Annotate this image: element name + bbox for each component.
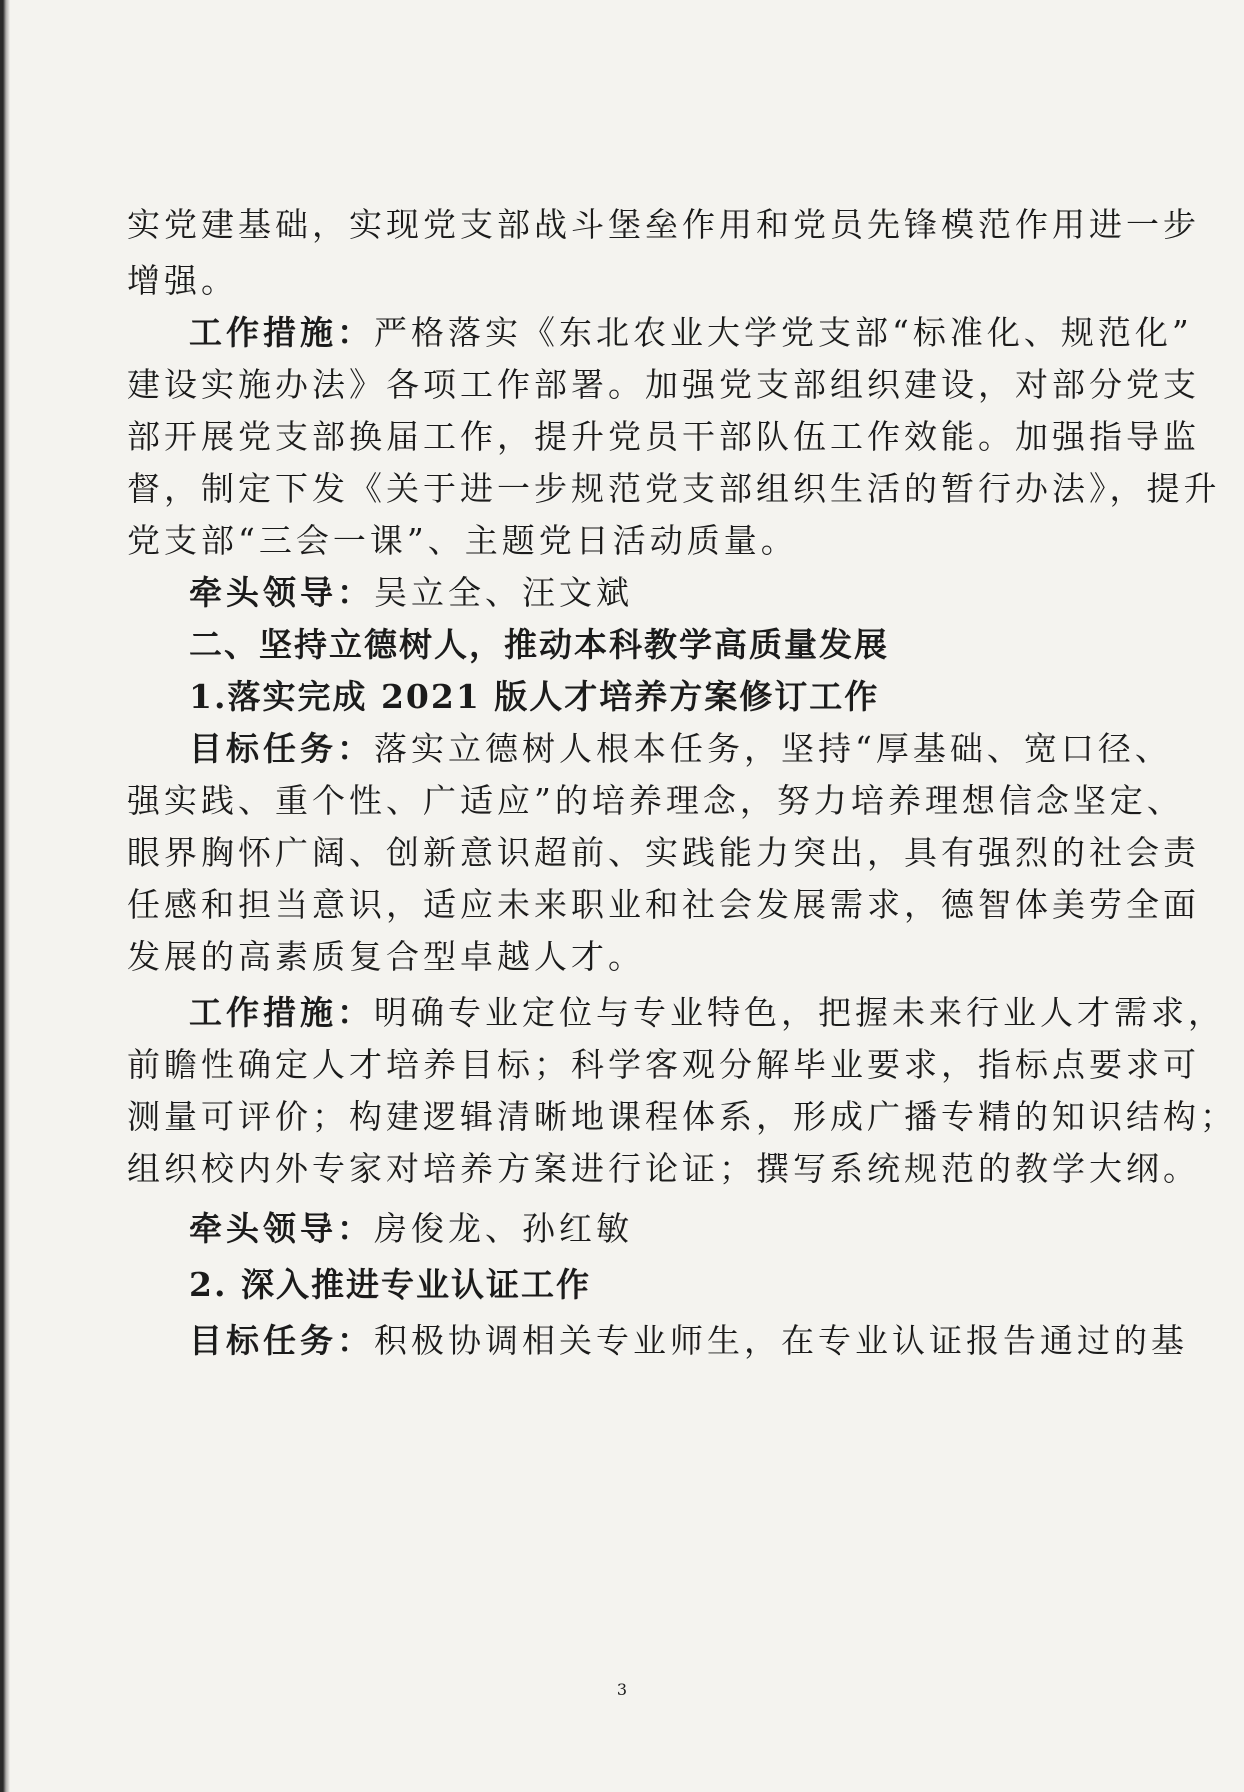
lead-names: 吴立全、汪文斌 [374,573,633,612]
page-number: 3 [616,1680,628,1699]
scan-edge-shadow [0,0,10,1792]
lead-leaders-2 [189,1209,1127,1249]
body-line-14: 任感和担当意识，适应未来职业和社会发展需求，德智体美劳全面 [127,885,1200,924]
goals-label-2: 目标任务： [189,1321,374,1360]
document-page [127,0,1237,1792]
lead-leaders-1 [189,573,1127,613]
body-line-6: 督，制定下发《关于进一步规范党支部组织生活的暂行办法》，提升 [127,469,1221,508]
measures-text-2: 明确专业定位与专业特色，把握未来行业人才需求， [374,993,1225,1032]
measures-paragraph-1 [189,313,1193,353]
body-line-12: 强实践、重个性、广适应”的培养理念，努力培养理想信念坚定、 [127,781,1184,820]
goals-paragraph-1 [189,729,1172,769]
measures-label-2: 工作措施： [189,993,374,1032]
section-heading-2: 二、坚持立德树人，推动本科教学高质量发展 [189,625,889,664]
body-line-2: 增强。 [127,261,238,300]
body-line-4: 建设实施办法》各项工作部署。加强党支部组织建设，对部分党支 [127,365,1200,404]
body-line-17: 前瞻性确定人才培养目标；科学客观分解毕业要求，指标点要求可 [127,1045,1200,1084]
measures-paragraph-2 [189,993,1225,1033]
subsection-heading-2: 2. 深入推进专业认证工作 [189,1265,591,1304]
body-line-1: 实党建基础，实现党支部战斗堡垒作用和党员先锋模范作用进一步 [127,205,1200,244]
body-line-15: 发展的高素质复合型卓越人才。 [127,937,645,976]
body-line-7: 党支部“三会一课”、主题党日活动质量。 [127,521,798,560]
goals-label: 目标任务： [189,729,374,768]
lead-label-2: 牵头领导： [189,1209,374,1248]
body-line-5: 部开展党支部换届工作，提升党员干部队伍工作效能。加强指导监 [127,417,1200,456]
goals-text: 落实立德树人根本任务，坚持“厚基础、宽口径、 [374,729,1172,768]
goals-paragraph-2 [189,1321,1188,1361]
measures-label: 工作措施： [189,313,374,352]
lead-label: 牵头领导： [189,573,374,612]
goals-text-2: 积极协调相关专业师生，在专业认证报告通过的基 [374,1321,1188,1360]
lead-names-2: 房俊龙、孙红敏 [374,1209,633,1248]
body-line-13: 眼界胸怀广阔、创新意识超前、实践能力突出，具有强烈的社会责 [127,833,1200,872]
body-line-18: 测量可评价；构建逻辑清晰地课程体系，形成广播专精的知识结构； [127,1097,1237,1136]
measures-text: 严格落实《东北农业大学党支部“标准化、规范化” [374,313,1193,352]
subsection-heading-1: 1.落实完成 2021 版人才培养方案修订工作 [189,677,880,716]
body-line-19: 组织校内外专家对培养方案进行论证；撰写系统规范的教学大纲。 [127,1149,1200,1188]
